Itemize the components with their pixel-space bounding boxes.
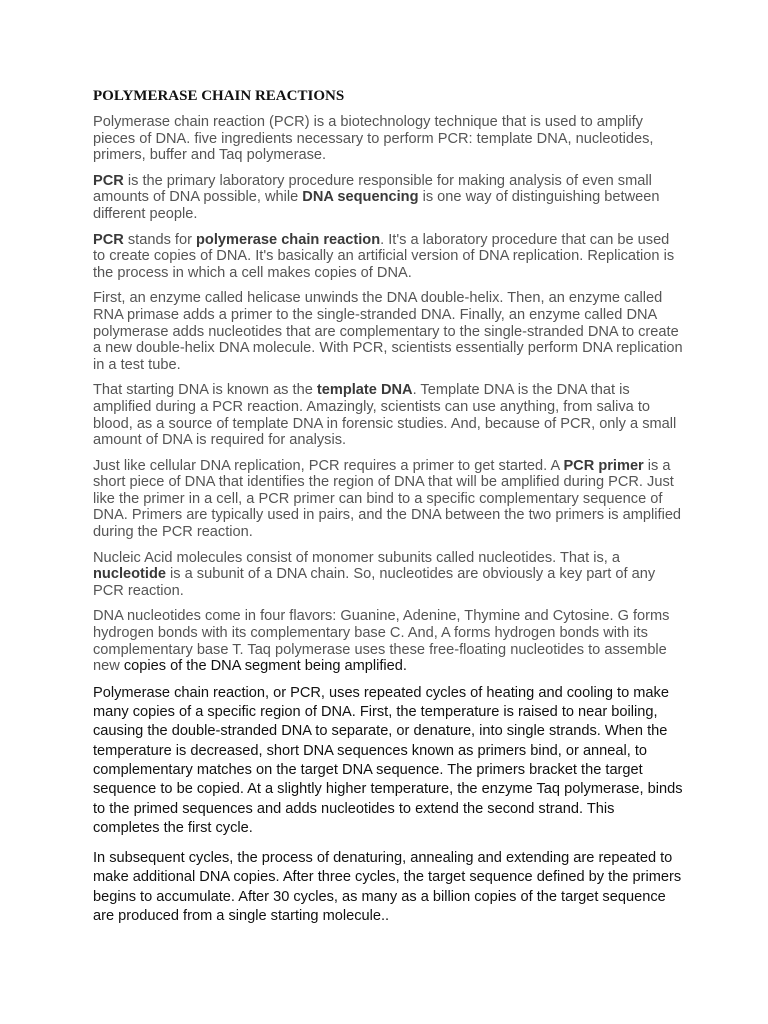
paragraph-pcr-definition: PCR stands for polymerase chain reaction. It's a laboratory procedure that can be used to create copies of DNA. It's basically an artificial version of DNA replication. Replication is the process in which a cell makes copies of DNA. [93, 231, 675, 281]
document-page [93, 86, 683, 926]
paragraph-pcr-vs-sequencing: PCR is the primary laboratory procedure responsible for making analysis of even small amounts of DNA possible, while DNA sequencing is one way of distinguishing between different people. [93, 172, 660, 222]
paragraph-dna-replication: First, an enzyme called helicase unwinds the DNA double-helix. Then, an enzyme called RNA primase adds a primer to the single-stranded DNA. Finally, an enzyme called DNA polymerase adds nucleotides that are complementary to the single-stranded DNA to create a new double-helix DNA molecule. With PCR, scientists essentially perform DNA replication in a test tube. [93, 290, 683, 373]
paragraph-dna-bases: DNA nucleotides come in four flavors: Guanine, Adenine, Thymine and Cytosine. G forms hydrogen bonds with its complementary base C. And, A forms hydrogen bonds with its complementary base T. Taq polymerase uses these free-floating nucleotides to assemble new copies of the DNA segment being amplified. [93, 608, 670, 675]
paragraph-nucleotide: Nucleic Acid molecules consist of monomer subunits called nucleotides. That is, a nucleotide is a subunit of a DNA chain. So, nucleotides are obviously a key part of any PCR reaction. [93, 549, 656, 599]
paragraph-subsequent-cycles: In subsequent cycles, the process of denaturing, annealing and extending are repeated to make additional DNA copies. After three cycles, the target sequence defined by the primers begins to accumulate. After 30 cycles, as many as a billion copies of the target sequence are produced from a single starting molecule.. [93, 850, 682, 925]
paragraph-pcr-cycle: Polymerase chain reaction, or PCR, uses repeated cycles of heating and cooling to make many copies of a specific region of DNA. First, the temperature is raised to near boiling, causing the double-stranded DNA to separate, or denature, into single strands. When the temperature is decreased, short DNA sequences known as primers bind, or anneal, to complementary matches on the target DNA sequence. The primers bracket the target sequence to be copied. At a slightly higher temperature, the enzyme Taq polymerase, binds to the primed sequences and adds nucleotides to extend the second strand. This completes the first cycle. [93, 684, 683, 836]
paragraph-template-dna: That starting DNA is known as the template DNA. Template DNA is the DNA that is amplified during a PCR reaction. Amazingly, scientists can use anything, from saliva to blood, as a source of template DNA in forensic studies. And, because of PCR, only a small amount of DNA is required for analysis. [93, 382, 677, 449]
document-title: POLYMERASE CHAIN REACTIONS [93, 88, 345, 104]
paragraph-pcr-intro: Polymerase chain reaction (PCR) is a biotechnology technique that is used to amplify pieces of DNA. five ingredients necessary to perform PCR: template DNA, nucleotides, primers, buffer and Taq polymerase. [93, 114, 654, 164]
paragraph-pcr-primer: Just like cellular DNA replication, PCR requires a primer to get started. A PCR primer is a short piece of DNA that identifies the region of DNA that will be amplified during PCR. Just like the primer in a cell, a PCR primer can bind to a specific complementary sequence of DNA. Primers are typically used in pairs, and the DNA between the two primers is amplified during the PCR reaction. [93, 457, 682, 541]
